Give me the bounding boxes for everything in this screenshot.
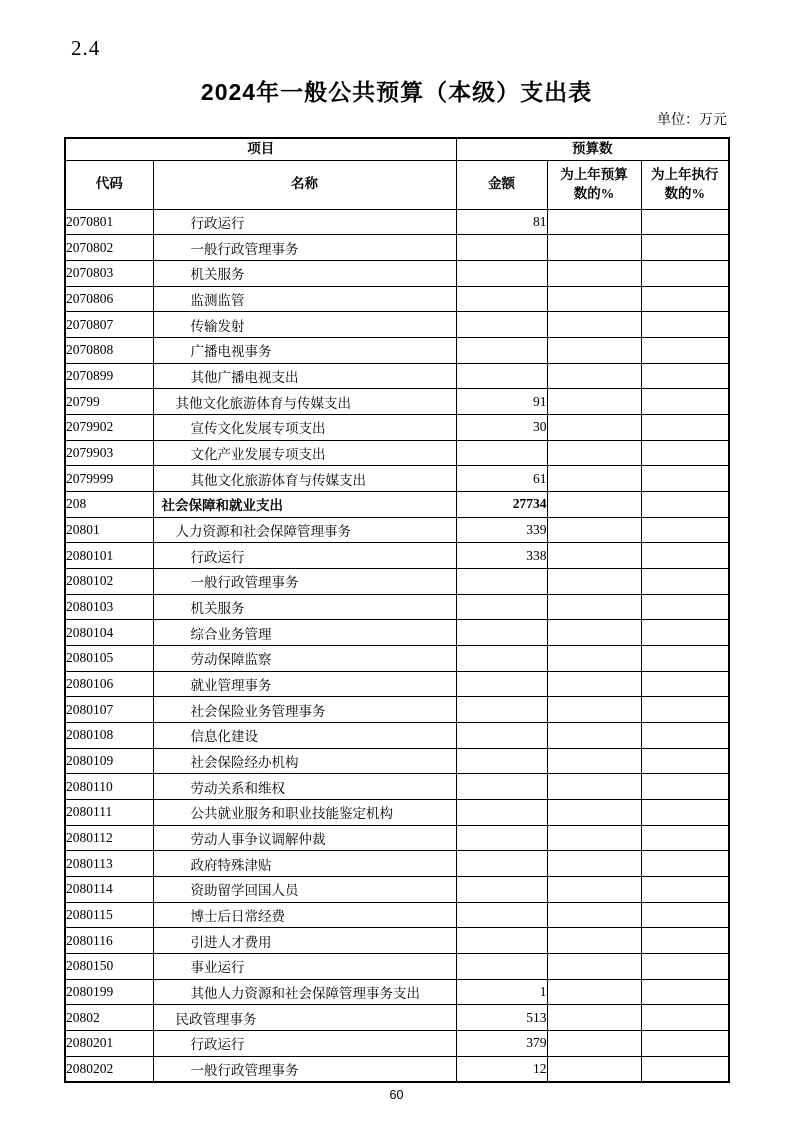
pct-budget-cell [547,774,641,800]
pct-exec-cell [641,774,729,800]
amount-cell [456,671,547,697]
name-cell: 机关服务 [153,594,456,620]
name-cell: 人力资源和社会保障管理事务 [153,517,456,543]
pct-budget-cell [547,568,641,594]
amount-cell: 339 [456,517,547,543]
section-number: 2.4 [71,36,101,60]
code-cell: 2070806 [65,286,153,312]
amount-cell: 27734 [456,491,547,517]
pct-budget-cell [547,953,641,979]
pct-exec-cell [641,337,729,363]
name-cell: 事业运行 [153,953,456,979]
amount-cell [456,697,547,723]
pct-exec-cell [641,363,729,389]
page-number: 60 [389,1088,404,1102]
pct-exec-cell [641,748,729,774]
pct-budget-cell [547,543,641,569]
amount-cell [456,799,547,825]
pct-exec-cell [641,389,729,415]
pct-exec-cell [641,851,729,877]
name-cell: 劳动关系和维权 [153,774,456,800]
code-cell: 2080105 [65,645,153,671]
code-cell: 2080202 [65,1056,153,1082]
header-row-columns [65,160,729,209]
amount-cell [456,851,547,877]
code-cell: 2080110 [65,774,153,800]
table-row [65,594,729,620]
pct-exec-cell [641,260,729,286]
name-cell: 博士后日常经费 [153,902,456,928]
unit-note: 单位：万元 [657,113,727,128]
pct-exec-cell [641,799,729,825]
code-cell: 2079903 [65,440,153,466]
code-cell: 2080107 [65,697,153,723]
code-cell: 2080112 [65,825,153,851]
pct-budget-cell [547,671,641,697]
pct-budget-cell [547,312,641,338]
name-cell: 行政运行 [153,543,456,569]
pct-exec-cell [641,517,729,543]
table-row [65,671,729,697]
amount-cell: 338 [456,543,547,569]
code-cell: 2079999 [65,466,153,492]
pct-exec-cell [641,928,729,954]
pct-budget-cell [547,1031,641,1057]
code-cell: 20801 [65,517,153,543]
pct-exec-cell [641,466,729,492]
name-cell: 劳动人事争议调解仲裁 [153,825,456,851]
amount-cell [456,260,547,286]
amount-cell [456,953,547,979]
header-pct-prev-exec-line2: 数的% [664,185,705,201]
pct-exec-cell [641,722,729,748]
code-cell: 2080106 [65,671,153,697]
table-row [65,260,729,286]
amount-cell [456,876,547,902]
table-row [65,774,729,800]
table-header [65,138,729,209]
code-cell: 208 [65,491,153,517]
name-cell: 机关服务 [153,260,456,286]
table-row [65,1031,729,1057]
code-cell: 2080114 [65,876,153,902]
pct-budget-cell [547,799,641,825]
table-row [65,1056,729,1082]
table-row [65,620,729,646]
table-row [65,1005,729,1031]
header-pct-prev-exec [641,160,729,209]
code-cell: 2080199 [65,979,153,1005]
pct-budget-cell [547,902,641,928]
amount-cell [456,286,547,312]
table-row [65,491,729,517]
pct-exec-cell [641,440,729,466]
table-row [65,286,729,312]
table-row [65,645,729,671]
pct-exec-cell [641,414,729,440]
pct-budget-cell [547,414,641,440]
table-row [65,697,729,723]
name-cell: 一般行政管理事务 [153,235,456,261]
pct-exec-cell [641,620,729,646]
header-amount: 金额 [456,160,547,209]
amount-cell [456,645,547,671]
table-row [65,337,729,363]
amount-cell: 379 [456,1031,547,1057]
amount-cell [456,312,547,338]
pct-budget-cell [547,337,641,363]
table-row [65,440,729,466]
pct-exec-cell [641,543,729,569]
amount-cell [456,928,547,954]
pct-budget-cell [547,928,641,954]
amount-cell [456,363,547,389]
header-row-groups [65,138,729,160]
amount-cell [456,594,547,620]
table-row [65,876,729,902]
pct-exec-cell [641,286,729,312]
pct-budget-cell [547,825,641,851]
pct-budget-cell [547,363,641,389]
pct-exec-cell [641,825,729,851]
amount-cell [456,337,547,363]
amount-cell: 12 [456,1056,547,1082]
name-cell: 监测监管 [153,286,456,312]
pct-exec-cell [641,876,729,902]
header-project: 项目 [65,138,456,160]
amount-cell: 61 [456,466,547,492]
table-body [65,209,729,1082]
pct-budget-cell [547,851,641,877]
pct-exec-cell [641,645,729,671]
pct-exec-cell [641,1056,729,1082]
code-cell: 2080102 [65,568,153,594]
code-cell: 2080108 [65,722,153,748]
amount-cell: 513 [456,1005,547,1031]
table-row [65,543,729,569]
pct-budget-cell [547,722,641,748]
pct-budget-cell [547,748,641,774]
table-row [65,466,729,492]
pct-exec-cell [641,671,729,697]
code-cell: 2080150 [65,953,153,979]
table-row [65,979,729,1005]
table-row [65,517,729,543]
pct-exec-cell [641,235,729,261]
table-row [65,799,729,825]
header-code: 代码 [65,160,153,209]
amount-cell [456,902,547,928]
pct-budget-cell [547,466,641,492]
header-pct-prev-budget [547,160,641,209]
header-pct-prev-exec-line1: 为上年执行 [651,167,719,183]
pct-budget-cell [547,440,641,466]
pct-exec-cell [641,209,729,235]
pct-exec-cell [641,953,729,979]
code-cell: 2070807 [65,312,153,338]
pct-exec-cell [641,568,729,594]
name-cell: 行政运行 [153,1031,456,1057]
header-pct-prev-budget-line1: 为上年预算 [560,167,628,183]
pct-budget-cell [547,491,641,517]
table-row [65,953,729,979]
pct-budget-cell [547,697,641,723]
code-cell: 2070808 [65,337,153,363]
name-cell: 传输发射 [153,312,456,338]
name-cell: 宣传文化发展专项支出 [153,414,456,440]
pct-budget-cell [547,235,641,261]
table-row [65,748,729,774]
table-row [65,312,729,338]
table-row [65,235,729,261]
pct-budget-cell [547,517,641,543]
table-row [65,414,729,440]
pct-exec-cell [641,1005,729,1031]
name-cell: 社会保障和就业支出 [153,491,456,517]
name-cell: 其他广播电视支出 [153,363,456,389]
amount-cell [456,620,547,646]
name-cell: 一般行政管理事务 [153,1056,456,1082]
pct-budget-cell [547,389,641,415]
budget-expenditure-table [64,137,730,1083]
code-cell: 20799 [65,389,153,415]
header-pct-prev-budget-line2: 数的% [573,185,615,201]
pct-budget-cell [547,645,641,671]
pct-budget-cell [547,286,641,312]
code-cell: 2080111 [65,799,153,825]
header-name: 名称 [153,160,456,209]
amount-cell [456,722,547,748]
pct-budget-cell [547,1005,641,1031]
code-cell: 2070899 [65,363,153,389]
table-row [65,389,729,415]
pct-exec-cell [641,594,729,620]
pct-exec-cell [641,312,729,338]
code-cell: 20802 [65,1005,153,1031]
name-cell: 其他人力资源和社会保障管理事务支出 [153,979,456,1005]
table-row [65,851,729,877]
name-cell: 行政运行 [153,209,456,235]
code-cell: 2079902 [65,414,153,440]
name-cell: 就业管理事务 [153,671,456,697]
table-row [65,209,729,235]
code-cell: 2070802 [65,235,153,261]
name-cell: 资助留学回国人员 [153,876,456,902]
pct-budget-cell [547,260,641,286]
amount-cell: 1 [456,979,547,1005]
name-cell: 引进人才费用 [153,928,456,954]
pct-budget-cell [547,876,641,902]
code-cell: 2080104 [65,620,153,646]
header-budget-group: 预算数 [456,138,729,160]
amount-cell [456,825,547,851]
pct-budget-cell [547,594,641,620]
name-cell: 社会保险经办机构 [153,748,456,774]
amount-cell: 81 [456,209,547,235]
code-cell: 2080109 [65,748,153,774]
name-cell: 社会保险业务管理事务 [153,697,456,723]
amount-cell: 91 [456,389,547,415]
amount-cell [456,440,547,466]
table-row [65,928,729,954]
name-cell: 民政管理事务 [153,1005,456,1031]
name-cell: 信息化建设 [153,722,456,748]
pct-exec-cell [641,491,729,517]
page-title: 2024年一般公共预算（本级）支出表 [200,79,593,105]
code-cell: 2070803 [65,260,153,286]
pct-budget-cell [547,1056,641,1082]
name-cell: 政府特殊津贴 [153,851,456,877]
name-cell: 一般行政管理事务 [153,568,456,594]
pct-exec-cell [641,1031,729,1057]
table-row [65,568,729,594]
table-row [65,363,729,389]
pct-exec-cell [641,697,729,723]
code-cell: 2080115 [65,902,153,928]
name-cell: 公共就业服务和职业技能鉴定机构 [153,799,456,825]
code-cell: 2080101 [65,543,153,569]
amount-cell [456,774,547,800]
pct-budget-cell [547,209,641,235]
amount-cell [456,568,547,594]
table-row [65,825,729,851]
amount-cell [456,748,547,774]
name-cell: 综合业务管理 [153,620,456,646]
code-cell: 2070801 [65,209,153,235]
name-cell: 广播电视事务 [153,337,456,363]
code-cell: 2080116 [65,928,153,954]
name-cell: 其他文化旅游体育与传媒支出 [153,389,456,415]
code-cell: 2080103 [65,594,153,620]
code-cell: 2080201 [65,1031,153,1057]
pct-exec-cell [641,979,729,1005]
pct-budget-cell [547,979,641,1005]
name-cell: 劳动保障监察 [153,645,456,671]
pct-budget-cell [547,620,641,646]
pct-exec-cell [641,902,729,928]
name-cell: 其他文化旅游体育与传媒支出 [153,466,456,492]
table-row [65,902,729,928]
amount-cell: 30 [456,414,547,440]
amount-cell [456,235,547,261]
name-cell: 文化产业发展专项支出 [153,440,456,466]
code-cell: 2080113 [65,851,153,877]
table-row [65,722,729,748]
